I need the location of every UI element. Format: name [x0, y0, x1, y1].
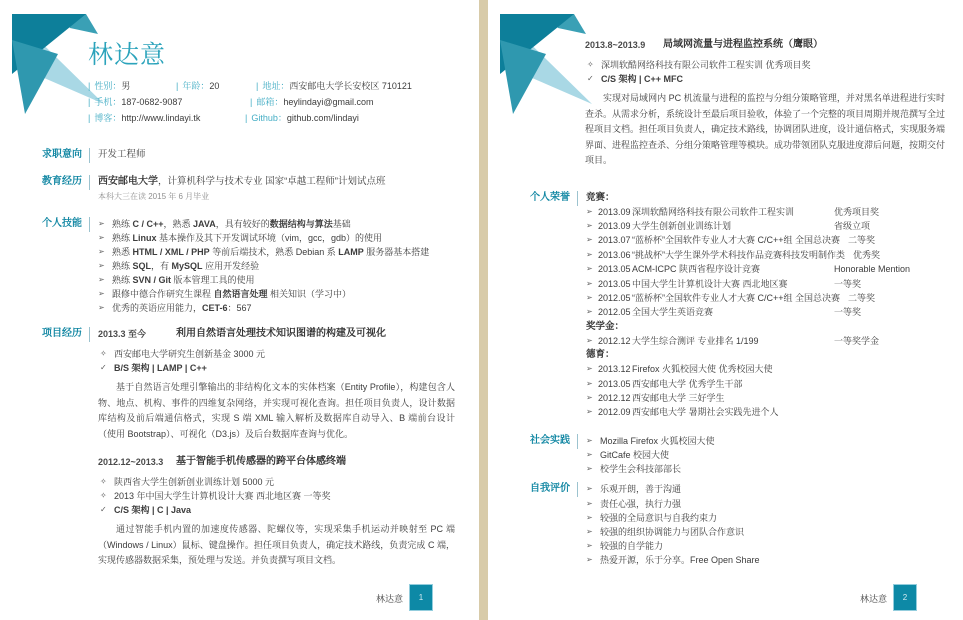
contact-colon: ： [200, 81, 210, 91]
selfeval-item [586, 511, 945, 525]
project-title: 利用自然语言处理技术知识图谱的构建及可视化 [176, 328, 386, 339]
arrow-bullet-icon: ➢ [586, 249, 593, 259]
selfeval-item [586, 497, 945, 511]
footer-name: 林达意 [859, 594, 887, 604]
project-entry [585, 38, 945, 169]
contact-segment [88, 78, 179, 94]
arrow-bullet-icon: ➢ [98, 275, 105, 284]
honor-row [586, 277, 945, 291]
arrow-bullet-icon: ➢ [98, 261, 105, 270]
honor-row [586, 334, 945, 348]
honor-award: 一等奖学金 [834, 335, 880, 346]
honor-description: “挑战杯”大学生课外学术科技作品竞赛科技发明制作类 [632, 249, 845, 260]
section-honors [488, 191, 963, 420]
project-bullet-text: C/S 架构 | C | Java [114, 505, 192, 515]
arrow-bullet-icon: ➢ [586, 435, 593, 445]
social-item [586, 462, 945, 476]
section-label-projects: 项目经历 [42, 328, 82, 339]
project-bullet [585, 72, 945, 86]
contact-value[interactable]: github.com/lindayi [286, 113, 359, 123]
pipe-separator: | [88, 81, 91, 91]
arrow-bullet-icon: ➢ [586, 292, 593, 302]
contact-segment [176, 78, 259, 94]
arrow-bullet-icon: ➢ [586, 364, 593, 374]
projects-list [98, 327, 479, 569]
skill-item [98, 287, 455, 301]
section-label-honors: 个人荣誉 [530, 191, 570, 203]
pipe-separator: | [245, 113, 248, 123]
project-bullets [98, 347, 455, 375]
arrow-bullet-icon: ➢ [586, 392, 593, 402]
honor-date: 2012.12 [598, 392, 631, 403]
honor-description: 中国大学生计算机设计大赛 西北地区赛 [632, 278, 788, 289]
contact-info [88, 78, 479, 126]
section-social [488, 434, 963, 477]
contact-segment [88, 94, 253, 110]
contact-label: 邮箱 [256, 97, 275, 107]
skill-item-text: 优秀的英语应用能力，CET-6：567 [112, 303, 252, 313]
honor-award: 二等奖 [848, 292, 876, 303]
project-bullet-text: 陕西省大学生创新创业训练计划 5000 元 [114, 477, 275, 487]
contact-value: 187-0682-9087 [121, 97, 183, 107]
page2-footer [488, 584, 963, 612]
diamond-icon: ✧ [587, 60, 594, 69]
section-selfeval [488, 482, 963, 567]
honors-group-heading: 竞赛： [586, 191, 615, 203]
arrow-bullet-icon: ➢ [586, 555, 593, 565]
honor-date: 2012.05 [598, 292, 631, 303]
arrow-bullet-icon: ➢ [586, 335, 593, 345]
arrow-bullet-icon: ➢ [586, 278, 593, 288]
project-bullet [98, 347, 455, 361]
selfeval-item-text: 热爱开源，乐于分享。Free Open Share [600, 555, 760, 566]
arrow-bullet-icon: ➢ [586, 464, 593, 474]
honor-row [586, 391, 945, 405]
contact-value[interactable]: heylindayi@gmail.com [283, 97, 374, 107]
corner-decoration [488, 0, 603, 122]
contact-colon: ： [274, 97, 284, 107]
contact-colon: ： [277, 113, 287, 123]
section-projects [0, 327, 479, 569]
diamond-icon: ✧ [100, 477, 107, 486]
skill-item-text: 熟悉 HTML / XML / PHP 等前后端技术，熟悉 Debian 系 LAMP 服务器基本搭建 [112, 247, 430, 257]
honor-date: 2013.06 [598, 249, 631, 260]
arrow-bullet-icon: ➢ [98, 303, 105, 312]
selfeval-item [586, 482, 945, 496]
education-sub-line: 本科大三在读 2015 年 6 月毕业 [98, 192, 210, 201]
project-date: 2012.12~2013.3 [98, 457, 164, 467]
arrow-bullet-icon: ➢ [586, 407, 593, 417]
honor-description: 西安邮电大学 三好学生 [632, 392, 725, 403]
contact-row [88, 78, 479, 94]
project-description: 通过智能手机内置的加速度传感器、陀螺仪等，实现采集手机运动并映射至 PC 端（Windows / Linux）鼠标、键盘操作。担任项目负责人，确定技术路线，负责完成 C 端，实现传感器数据采集，预处理与发送。并负责撰写项目文档。 [98, 524, 455, 565]
honor-date: 2013.05 [598, 264, 631, 275]
skill-item-text: 熟练 SVN / Git 版本管理工具的使用 [112, 275, 255, 285]
skill-item-text: 熟练 Linux 基本操作及其下开发调试环境（vim，gcc，gdb）的使用 [112, 233, 383, 243]
project-bullet [98, 503, 455, 517]
project-entry [98, 327, 455, 442]
project-header [98, 327, 455, 341]
honor-description: 全国大学生英语竞赛 [632, 307, 714, 318]
arrow-bullet-icon: ➢ [586, 449, 593, 459]
contact-segment [256, 78, 412, 94]
resume-header [0, 0, 479, 126]
arrow-bullet-icon: ➢ [586, 541, 593, 551]
diamond-icon: ✧ [100, 349, 107, 358]
check-icon: ✓ [587, 74, 594, 83]
honor-description: 西安邮电大学 暑期社会实践先进个人 [632, 407, 779, 418]
honor-award: 优秀项目奖 [834, 206, 880, 217]
contact-label: 手机 [94, 97, 113, 107]
section-divider-bar [577, 191, 578, 206]
education-school: 西安邮电大学 [98, 176, 158, 187]
arrow-bullet-icon: ➢ [586, 220, 593, 230]
arrow-bullet-icon: ➢ [98, 219, 105, 228]
contact-colon: ： [280, 81, 290, 91]
pipe-separator: | [256, 81, 259, 91]
page-number-badge: 1 [409, 584, 433, 611]
contact-segment [88, 110, 248, 126]
honor-description: ACM-ICPC 陕西省程序设计竞赛 [632, 264, 761, 275]
honor-description: “蓝桥杯”全国软件专业人才大赛 C/C++组 全国总决赛 [632, 235, 841, 246]
arrow-bullet-icon: ➢ [586, 378, 593, 388]
selfeval-item-text: 较强的组织协调能力与团队合作意识 [600, 527, 745, 537]
section-label-skills: 个人技能 [42, 218, 82, 229]
contact-segment [245, 110, 359, 126]
section-divider-bar [577, 434, 578, 449]
social-item-text: GitCafe 校园大使 [600, 449, 670, 460]
honor-row [586, 205, 945, 219]
arrow-bullet-icon: ➢ [586, 512, 593, 522]
project-bullet-text: 2013 年中国大学生计算机设计大赛 西北地区赛 一等奖 [114, 491, 331, 501]
contact-label: Github [251, 113, 278, 123]
pipe-separator: | [88, 113, 91, 123]
section-label-objective: 求职意向 [42, 149, 82, 160]
arrow-bullet-icon: ➢ [586, 307, 593, 317]
honor-award: 省级立项 [834, 220, 871, 231]
project-date: 2013.8~2013.9 [585, 40, 646, 50]
project-bullet [98, 361, 455, 375]
skill-item-text: 熟练 C / C++，熟悉 JAVA，具有较好的数据结构与算法基础 [112, 219, 351, 229]
contact-value: 20 [209, 81, 220, 91]
project-bullet-text: C/S 架构 | C++ MFC [601, 74, 684, 84]
selfeval-list [586, 482, 963, 567]
honor-date: 2013.09 [598, 220, 631, 231]
selfeval-item-text: 较强的自学能力 [600, 541, 664, 552]
arrow-bullet-icon: ➢ [586, 527, 593, 536]
honor-description: “蓝桥杯”全国软件专业人才大赛 C/C++组 全国总决赛 [632, 292, 841, 303]
selfeval-item-text: 责任心强，执行力强 [600, 498, 682, 509]
footer-name: 林达意 [375, 594, 403, 604]
section-education [0, 175, 479, 205]
honor-award: 优秀奖 [853, 249, 881, 260]
project-title: 局域网流量与进程监控系统（鹰眼） [663, 39, 823, 50]
page-number-badge: 2 [893, 584, 917, 611]
honor-row [586, 248, 945, 262]
honor-row [586, 291, 945, 305]
honor-description: 大学生综合测评 专业排名 1/199 [632, 335, 759, 346]
project-bullet [98, 489, 455, 503]
pipe-separator: | [176, 81, 179, 91]
skill-item-text: 熟练 SQL，有 MySQL 应用开发经验 [112, 261, 260, 271]
project-title: 基于智能手机传感器的跨平台体感终端 [176, 456, 346, 467]
project-bullets [98, 475, 455, 517]
arrow-bullet-icon: ➢ [98, 247, 105, 256]
contact-value[interactable]: http://www.lindayi.tk [121, 113, 201, 123]
pipe-separator: | [88, 97, 91, 107]
diamond-icon: ✧ [100, 491, 107, 500]
contact-label: 博客 [94, 113, 113, 123]
project-bullet-text: B/S 架构 | LAMP | C++ [114, 363, 207, 373]
honor-description: 西安邮电大学 优秀学生干部 [632, 378, 743, 389]
project-bullet-text: 深圳软酷网络科技有限公司软件工程实训 优秀项目奖 [601, 60, 811, 70]
honor-date: 2012.05 [598, 307, 631, 318]
social-item [586, 448, 945, 462]
arrow-bullet-icon: ➢ [98, 233, 105, 242]
skill-item-text: 跟修中德合作研究生课程 自然语言处理 相关知识（学习中） [112, 289, 352, 299]
skill-item [98, 217, 455, 231]
section-skills [0, 217, 479, 315]
honor-date: 2012.09 [598, 407, 631, 418]
section-objective [0, 148, 479, 163]
contact-row [88, 110, 479, 126]
arrow-bullet-icon: ➢ [98, 289, 105, 298]
project-header [585, 38, 945, 52]
honor-description: 大学生创新创业训练计划 [632, 220, 732, 231]
contact-label: 地址 [262, 81, 281, 91]
honor-date: 2013.05 [598, 378, 631, 389]
honor-row [586, 262, 945, 276]
skill-item [98, 231, 455, 245]
education-major: ，计算机科学与技术专业 国家“卓越工程师”计划试点班 [158, 176, 386, 187]
contact-colon: ： [112, 97, 122, 107]
section-label-education: 教育经历 [42, 176, 82, 187]
selfeval-item [586, 525, 945, 539]
contact-row [88, 94, 479, 110]
honor-award: 一等奖 [834, 307, 862, 318]
project-description: 基于自然语言处理引擎输出的非结构化文本的实体档案（Entity Profile），构建包含人物、地点、机构、事件的四维复杂网络，并实现可视化查询。担任项目负责人，设计数据库结构及前后端通信格式，实现 S 端 XML 输入解析及数据库自动导入、B 端前台设计（使用 Bootstrap）、可视化（D3.js）及后台数据库查询与优化。 [98, 382, 455, 439]
social-list [586, 434, 963, 477]
honor-row [586, 362, 945, 376]
project-entry [98, 455, 455, 569]
skills-list [98, 217, 479, 315]
check-icon: ✓ [100, 363, 107, 372]
contact-value: 男 [121, 81, 131, 91]
honor-date: 2013.12 [598, 364, 631, 375]
social-item-text: Mozilla Firefox 火狐校园大使 [600, 435, 715, 446]
honor-row [586, 233, 945, 247]
arrow-bullet-icon: ➢ [586, 484, 593, 494]
project-bullet [98, 475, 455, 489]
honor-date: 2012.12 [598, 335, 631, 346]
candidate-name: 林达意 [88, 41, 167, 69]
contact-value: 西安邮电大学长安校区 710121 [289, 81, 412, 91]
selfeval-item-text: 较强的全局意识与自我约束力 [600, 512, 718, 523]
pipe-separator: | [250, 97, 253, 107]
section-label-selfeval: 自我评价 [530, 483, 570, 495]
honor-date: 2013.05 [598, 278, 631, 289]
honor-award: 二等奖 [848, 235, 876, 246]
objective-text: 开发工程师 [98, 149, 146, 160]
contact-label: 性别 [94, 81, 113, 91]
project-description: 实现对局域网内 PC 机流量与进程的监控与分组分策略管理，并对黑名单进程进行实时查杀。从需求分析，系统设计至最后项目验收，体验了一个完整的项目周期并规范撰写全过程项目文档。担任项目负责人，确定技术路线，协调团队进度，设计通信格式，实现服务端界面、进程监控查杀、分组分策略管理等模块。成功带领团队克服进度滞后问题，按期交付项目。 [585, 93, 946, 165]
honor-row [586, 405, 945, 419]
skill-item [98, 273, 455, 287]
honor-row [586, 305, 945, 319]
skill-item [98, 245, 455, 259]
check-icon: ✓ [100, 505, 107, 514]
contact-segment [250, 94, 374, 110]
arrow-bullet-icon: ➢ [586, 206, 593, 216]
selfeval-item [586, 553, 945, 567]
resume-page-2 [488, 0, 963, 620]
honor-award: Honorable Mention [834, 264, 911, 275]
honor-description: 深圳软酷网络科技有限公司软件工程实训 [632, 206, 795, 217]
contact-label: 年龄 [182, 81, 201, 91]
selfeval-item [586, 539, 945, 553]
contact-colon: ： [112, 81, 122, 91]
arrow-bullet-icon: ➢ [586, 264, 593, 274]
honor-row [586, 219, 945, 233]
honor-award: 一等奖 [834, 278, 862, 289]
section-divider-bar [577, 482, 578, 497]
honors-list [586, 191, 963, 420]
honor-row [586, 377, 945, 391]
section-divider-bar [89, 217, 90, 232]
contact-colon: ： [112, 113, 122, 123]
honor-description: Firefox 火狐校园大使 优秀校园大使 [632, 364, 773, 375]
resume-page-1 [0, 0, 479, 620]
section-divider-bar [89, 175, 90, 190]
project-bullet [585, 58, 945, 72]
honor-date: 2013.09 [598, 206, 631, 217]
selfeval-item-text: 乐观开朗，善于沟通 [600, 484, 682, 495]
social-item-text: 校学生会科技部部长 [600, 464, 682, 475]
project-bullet-text: 西安邮电大学研究生创新基金 3000 元 [114, 349, 266, 359]
page1-footer [0, 584, 479, 612]
section-divider-bar [89, 327, 90, 342]
section-divider-bar [89, 148, 90, 163]
skill-item [98, 259, 455, 273]
project-header [98, 455, 455, 469]
honor-date: 2013.07 [598, 235, 631, 246]
skill-item [98, 301, 455, 315]
arrow-bullet-icon: ➢ [586, 498, 593, 508]
social-item [586, 434, 945, 448]
project-bullets [585, 58, 945, 86]
section-label-social: 社会实践 [530, 434, 570, 446]
honors-group-heading: 德育： [586, 349, 615, 361]
arrow-bullet-icon: ➢ [586, 235, 593, 245]
education-degree-line [98, 175, 455, 189]
honors-group-heading: 奖学金： [586, 320, 625, 332]
project-date: 2013.3 至今 [98, 329, 147, 339]
